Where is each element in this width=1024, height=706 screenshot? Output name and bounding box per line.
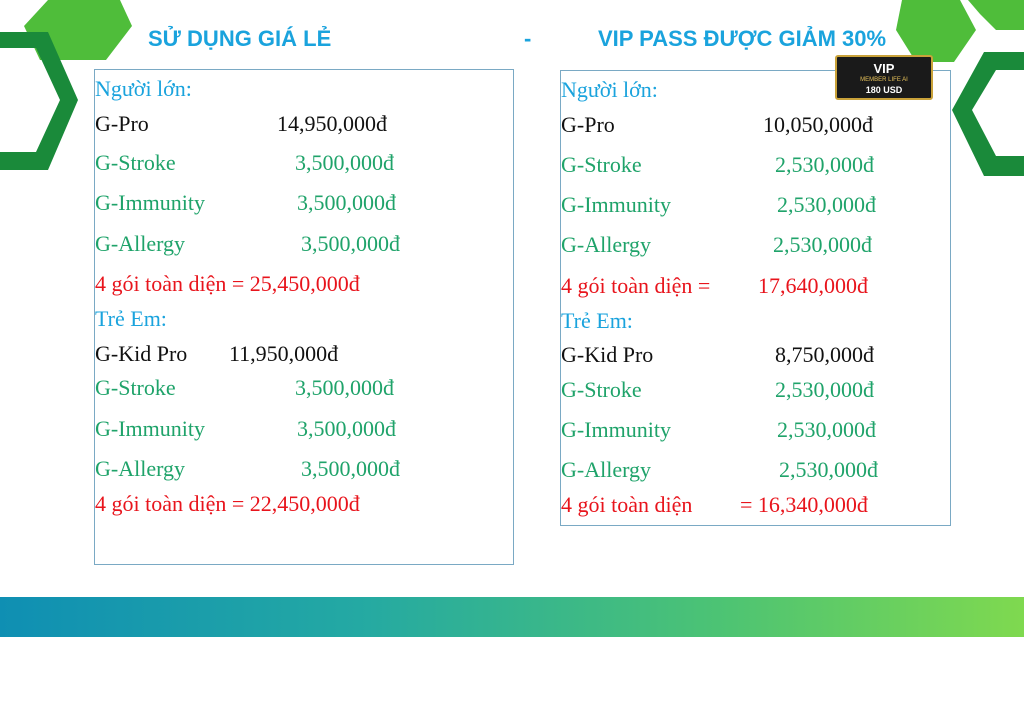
product-name: G-Stroke <box>95 150 176 175</box>
header-separator: - <box>524 26 532 51</box>
product-price: 2,530,000đ <box>775 152 874 177</box>
product-name: G-Pro <box>561 112 615 137</box>
product-name: G-Immunity <box>95 416 205 441</box>
product-name: G-Immunity <box>561 417 671 442</box>
retail-kid-total: 4 gói toàn diện = 22,450,000đ <box>95 491 360 516</box>
total-value: 17,640,000đ <box>758 273 868 298</box>
product-price: 11,950,000đ <box>229 341 339 366</box>
product-price: 14,950,000đ <box>277 111 387 136</box>
retail-price-panel <box>94 69 514 565</box>
product-price: 10,050,000đ <box>763 112 873 137</box>
product-name: G-Pro <box>95 111 149 136</box>
product-name: G-Stroke <box>95 375 176 400</box>
product-name: G-Allergy <box>561 232 652 257</box>
product-name: G-Immunity <box>95 190 205 215</box>
product-name: G-Kid Pro <box>95 341 188 366</box>
product-name: G-Allergy <box>561 457 652 482</box>
product-name: G-Stroke <box>561 152 642 177</box>
product-price: 3,500,000đ <box>295 150 394 175</box>
product-name: G-Immunity <box>561 192 671 217</box>
product-price: 2,530,000đ <box>777 192 876 217</box>
page-header <box>0 26 1024 58</box>
vip-kid-heading: Trẻ Em: <box>561 308 633 333</box>
total-label: 4 gói toàn diện <box>561 492 693 517</box>
product-name: G-Kid Pro <box>561 342 654 367</box>
product-name: G-Allergy <box>95 456 186 481</box>
vip-price-panel <box>560 70 951 526</box>
header-retail-title: SỬ DỤNG GIÁ LẺ <box>148 26 332 51</box>
product-name: G-Stroke <box>561 377 642 402</box>
product-price: 3,500,000đ <box>301 456 400 481</box>
product-price: 3,500,000đ <box>297 190 396 215</box>
product-price: 3,500,000đ <box>295 375 394 400</box>
retail-adult-heading: Người lớn: <box>95 76 192 101</box>
vip-card-subtitle: MEMBER LIFE AI <box>860 77 908 83</box>
vip-card-badge <box>835 55 933 100</box>
product-price: 2,530,000đ <box>777 417 876 442</box>
right-dark-hex-outline <box>952 52 1024 176</box>
total-label: 4 gói toàn diện = <box>561 273 711 298</box>
product-price: 2,530,000đ <box>775 377 874 402</box>
product-name: G-Allergy <box>95 231 186 256</box>
vip-adult-heading: Người lớn: <box>561 77 658 102</box>
product-price: 8,750,000đ <box>775 342 874 367</box>
retail-adult-total: 4 gói toàn diện = 25,450,000đ <box>95 271 360 296</box>
vip-card-title: VIP <box>873 61 895 76</box>
gradient-footer-stripe <box>0 597 1024 637</box>
product-price: 2,530,000đ <box>773 232 872 257</box>
product-price: 3,500,000đ <box>297 416 396 441</box>
product-price: 3,500,000đ <box>301 231 400 256</box>
product-price: 2,530,000đ <box>779 457 878 482</box>
vip-card-price: 180 USD <box>865 85 903 95</box>
header-vip-title: VIP PASS ĐƯỢC GIẢM 30% <box>598 26 887 51</box>
total-value: = 16,340,000đ <box>740 492 868 517</box>
retail-kid-heading: Trẻ Em: <box>95 306 167 331</box>
